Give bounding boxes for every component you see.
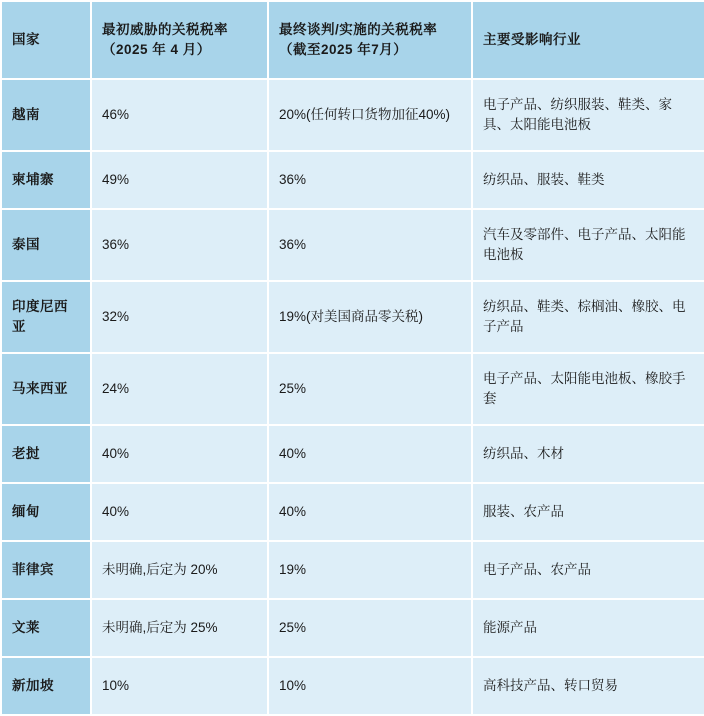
cell-initial-rate: 49% xyxy=(91,151,268,209)
cell-sectors: 电子产品、纺织服装、鞋类、家具、太阳能电池板 xyxy=(472,79,704,151)
table-row xyxy=(1,209,704,281)
cell-final-rate: 25% xyxy=(268,599,472,657)
table-header xyxy=(1,1,704,79)
cell-final-rate: 19% xyxy=(268,541,472,599)
table-row xyxy=(1,657,704,715)
cell-country: 马来西亚 xyxy=(1,353,91,425)
cell-country: 菲律宾 xyxy=(1,541,91,599)
cell-sectors: 服装、农产品 xyxy=(472,483,704,541)
cell-sectors: 纺织品、木材 xyxy=(472,425,704,483)
cell-final-rate: 36% xyxy=(268,151,472,209)
cell-final-rate: 25% xyxy=(268,353,472,425)
column-header-sectors: 主要受影响行业 xyxy=(472,1,704,79)
cell-country: 泰国 xyxy=(1,209,91,281)
table-row xyxy=(1,353,704,425)
cell-final-rate: 19%(对美国商品零关税) xyxy=(268,281,472,353)
table-row xyxy=(1,425,704,483)
table-row xyxy=(1,281,704,353)
cell-initial-rate: 10% xyxy=(91,657,268,715)
cell-country: 新加坡 xyxy=(1,657,91,715)
cell-country: 老挝 xyxy=(1,425,91,483)
cell-sectors: 纺织品、服装、鞋类 xyxy=(472,151,704,209)
table-row xyxy=(1,151,704,209)
cell-sectors: 纺织品、鞋类、棕榈油、橡胶、电子产品 xyxy=(472,281,704,353)
column-header-final-rate: 最终谈判/实施的关税税率（截至2025 年7月） xyxy=(268,1,472,79)
cell-final-rate: 10% xyxy=(268,657,472,715)
table-row xyxy=(1,541,704,599)
cell-sectors: 电子产品、太阳能电池板、橡胶手套 xyxy=(472,353,704,425)
cell-sectors: 高科技产品、转口贸易 xyxy=(472,657,704,715)
table-row xyxy=(1,79,704,151)
table-row xyxy=(1,483,704,541)
table-header-row xyxy=(1,1,704,79)
cell-final-rate: 40% xyxy=(268,483,472,541)
cell-final-rate: 36% xyxy=(268,209,472,281)
cell-final-rate: 20%(任何转口货物加征40%) xyxy=(268,79,472,151)
cell-sectors: 能源产品 xyxy=(472,599,704,657)
table-body xyxy=(1,79,704,715)
cell-sectors: 汽车及零部件、电子产品、太阳能电池板 xyxy=(472,209,704,281)
cell-country: 印度尼西亚 xyxy=(1,281,91,353)
cell-country: 文莱 xyxy=(1,599,91,657)
table-row xyxy=(1,599,704,657)
cell-country: 柬埔寨 xyxy=(1,151,91,209)
cell-initial-rate: 未明确,后定为 20% xyxy=(91,541,268,599)
cell-final-rate: 40% xyxy=(268,425,472,483)
cell-initial-rate: 40% xyxy=(91,483,268,541)
cell-initial-rate: 36% xyxy=(91,209,268,281)
cell-initial-rate: 40% xyxy=(91,425,268,483)
column-header-initial-rate: 最初威胁的关税税率（2025 年 4 月） xyxy=(91,1,268,79)
cell-initial-rate: 46% xyxy=(91,79,268,151)
cell-country: 越南 xyxy=(1,79,91,151)
cell-country: 缅甸 xyxy=(1,483,91,541)
cell-sectors: 电子产品、农产品 xyxy=(472,541,704,599)
cell-initial-rate: 24% xyxy=(91,353,268,425)
cell-initial-rate: 未明确,后定为 25% xyxy=(91,599,268,657)
column-header-country: 国家 xyxy=(1,1,91,79)
cell-initial-rate: 32% xyxy=(91,281,268,353)
